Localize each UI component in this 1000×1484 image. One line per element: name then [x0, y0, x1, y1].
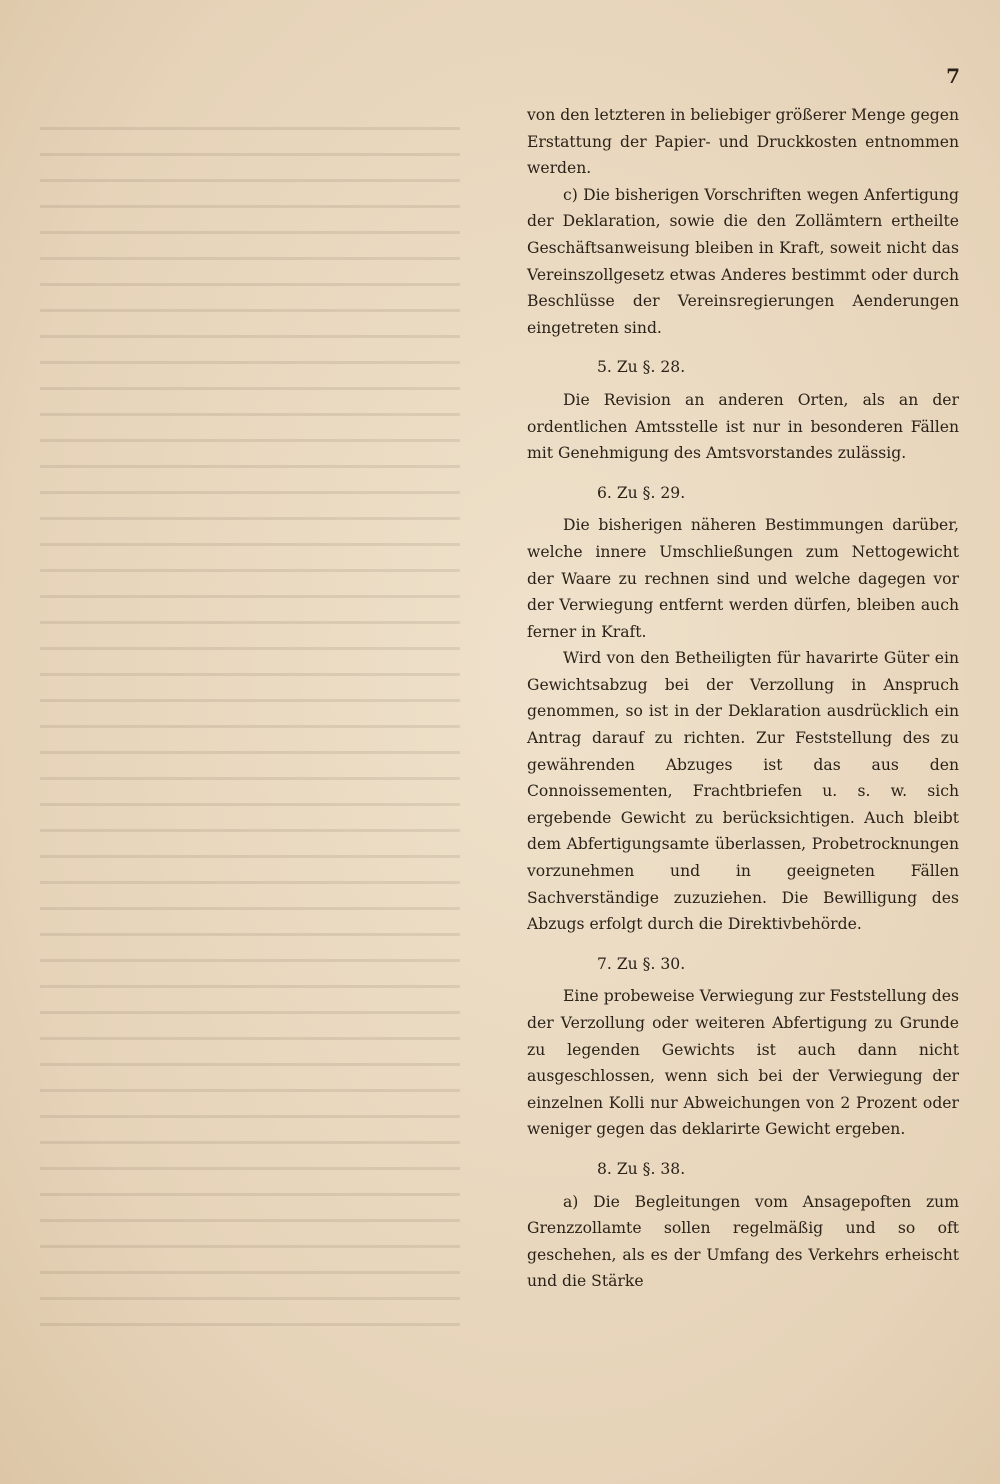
text-column — [527, 102, 959, 1295]
paragraph: Eine probeweise Verwiegung zur Feststellung des der Verzollung oder weiteren Abfertigung zu Grunde zu legenden Gewichts ist auch dann nicht ausgeschlossen, wenn sich bei der Verwiegung der einzelnen Kolli nur Abweichungen von 2 Prozent oder weniger gegen das deklarirte Gewicht ergeben. — [527, 987, 959, 1139]
section-heading: 7. Zu §. 30. — [597, 954, 686, 973]
section-heading: 8. Zu §. 38. — [597, 1159, 686, 1178]
paragraph: von den letzteren in beliebiger größerer Menge gegen Erstattung der Papier- und Druckkosten entnommen werden. — [527, 106, 959, 178]
paragraph: c) Die bisherigen Vorschriften wegen Anfertigung der Deklaration, sowie die den Zollämtern ertheilte Geschäftsanweisung bleiben in Kraft, soweit nicht das Vereinszollgesetz etwas Anderes bestimmt oder durch Beschlüsse der Vereinsregierungen Aenderungen eingetreten sind. — [527, 185, 959, 337]
section-heading: 5. Zu §. 28. — [597, 358, 686, 377]
paragraph: Die Revision an anderen Orten, als an der ordentlichen Amtsstelle ist nur in besonderen Fällen mit Genehmigung des Amtsvorstandes zulässig. — [527, 390, 959, 463]
section-heading: 6. Zu §. 29. — [597, 483, 686, 502]
paragraph: a) Die Begleitungen vom Ansagepoften zum Grenzzollamte sollen regelmäßig und so oft geschehen, als es der Umfang des Verkehrs erheischt und die Stärke — [527, 1192, 959, 1291]
page-number: 7 — [946, 64, 960, 88]
paragraph: Die bisherigen näheren Bestimmungen darüber, welche innere Umschließungen zum Nettogewicht der Waare zu rechnen sind und welche dagegen vor der Verwiegung entfernt werden dürfen, bleiben auch ferner in Kraft. — [527, 516, 959, 641]
paragraph: Wird von den Betheiligten für havarirte Güter ein Gewichtsabzug bei der Verzollung in Anspruch genommen, so ist in der Deklaration ausdrücklich ein Antrag darauf zu richten. Zur Feststellung des zu gewährenden Abzuges ist das aus den Connoissementen, Frachtbriefen u. s. w. sich ergebende Gewicht zu berücksichtigen. Auch bleibt dem Abfertigungsamte überlassen, Probetrocknungen vorzunehmen und in geeigneten Fällen Sachverständige zuzuziehen. Die Bewilligung des Abzugs erfolgt durch die Direktivbehörde. — [527, 649, 959, 934]
show-through-text — [40, 110, 460, 1340]
